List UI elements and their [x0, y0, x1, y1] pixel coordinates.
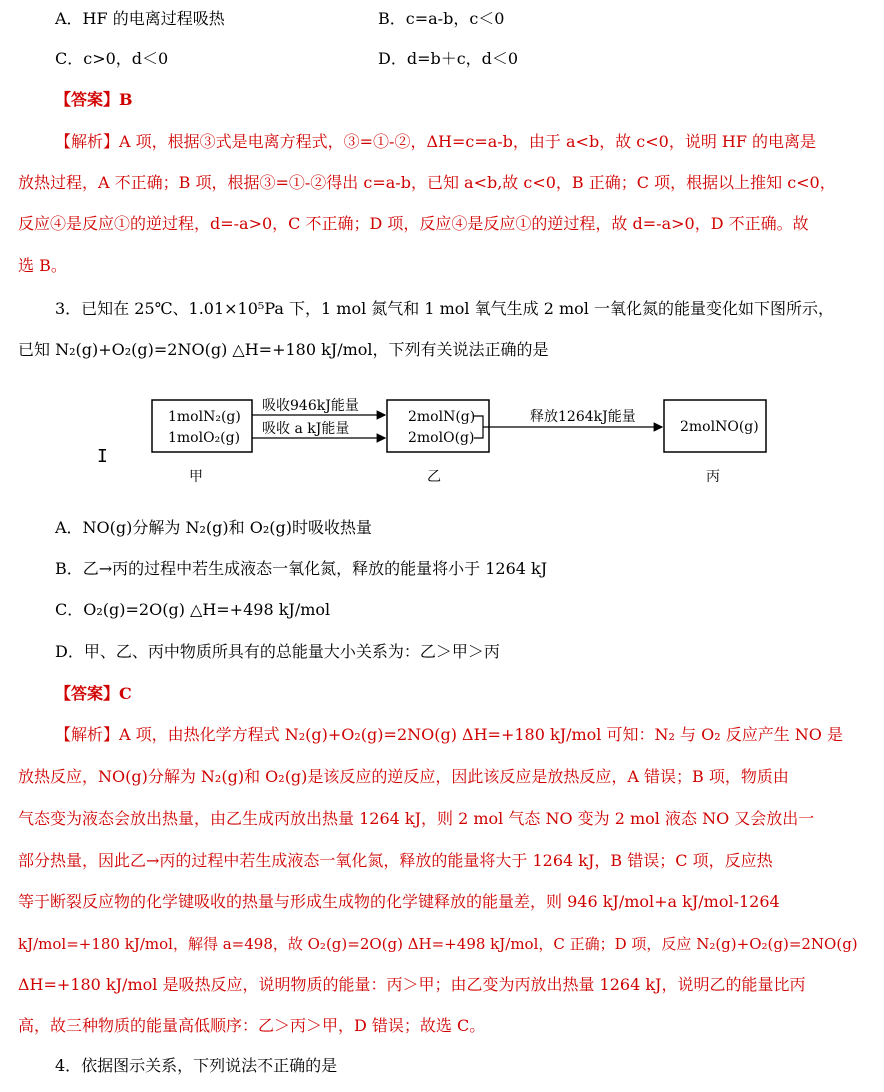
q2-option-c: C．c>0，d＜0 [55, 49, 169, 68]
box-bing-text: 2molNO(g) [680, 419, 759, 435]
arrow-release-1264-label: 释放1264kJ能量 [530, 409, 636, 425]
q2-analysis-line-3: 反应④是反应①的逆过程，d=-a>0，C 不正确；D 项，反应④是反应①的逆过程，故 d=-a>0，D 不正确。故 [18, 214, 809, 233]
q3-stem-line-1: 3．已知在 25℃、1.01×10⁵Pa 下，1 mol 氮气和 1 mol 氧气生成 2 mol 一氧化氮的能量变化如下图所示， [55, 299, 834, 318]
q2-analysis-line-1: 【解析】A 项，根据③式是电离方程式，③=①-②，ΔH=c=a-b，由于 a<b，故 c<0，说明 HF 的电离是 [55, 132, 817, 151]
q3-analysis-line-6: kJ/mol=+180 kJ/mol，解得 a=498，故 O₂(g)=2O(g) ΔH=+498 kJ/mol，C 正确；D 项，反应 N₂(g)+O₂(g)=2NO(g) [18, 935, 858, 953]
q2-option-b: B．c=a-b，c＜0 [378, 9, 505, 28]
q2-option-a: A．HF 的电离过程吸热 [55, 9, 225, 28]
q3-option-a: A．NO(g)分解为 N₂(g)和 O₂(g)时吸收热量 [55, 518, 372, 537]
q2-option-d: D．d=b＋c，d＜0 [378, 49, 519, 68]
q4-stem: 4．依据图示关系，下列说法不正确的是 [55, 1056, 338, 1075]
q3-option-d: D．甲、乙、丙中物质所具有的总能量大小关系为：乙＞甲＞丙 [55, 642, 500, 661]
q3-analysis-line-2: 放热反应，NO(g)分解为 N₂(g)和 O₂(g)是该反应的逆反应，因此该反应是放热反应，A 错误；B 项，物质由 [18, 767, 789, 786]
q2-analysis-line-2: 放热过程，A 不正确；B 项，根据③=①-②得出 c=a-b，已知 a<b,故 c<0，B 正确；C 项，根据以上推知 c<0， [18, 173, 836, 192]
q3-answer: 【答案】C [55, 684, 132, 703]
energy-diagram [140, 390, 780, 490]
q3-option-b: B．乙→丙的过程中若生成液态一氧化氮，释放的能量将小于 1264 kJ [55, 559, 548, 578]
label-yi: 乙 [427, 469, 441, 485]
q3-analysis-line-5: 等于断裂反应物的化学键吸收的热量与形成生成物的化学键释放的能量差，则 946 kJ/mol+a kJ/mol-1264 [18, 892, 780, 911]
q3-analysis-line-8: 高，故三种物质的能量高低顺序：乙＞丙＞甲，D 错误；故选 C。 [18, 1016, 486, 1035]
q3-option-c: C．O₂(g)=2O(g) △H=+498 kJ/mol [55, 600, 331, 619]
box-yi-line-1: 2molN(g) [408, 409, 476, 425]
label-jia: 甲 [189, 469, 203, 485]
q3-analysis-line-3: 气态变为液态会放出热量，由乙生成丙放出热量 1264 kJ，则 2 mol 气态 NO 变为 2 mol 液态 NO 又会放出一 [18, 809, 815, 828]
q3-analysis-line-4: 部分热量，因此乙→丙的过程中若生成液态一氧化氮，释放的能量将大于 1264 kJ，B 错误；C 项，反应热 [18, 851, 773, 870]
box-jia-line-1: 1molN₂(g) [168, 409, 241, 425]
box-yi-line-2: 2molO(g) [408, 430, 475, 446]
arrow-absorb-946-label: 吸收946kJ能量 [262, 398, 359, 414]
q2-analysis-line-4: 选 B。 [18, 256, 67, 275]
q3-analysis-line-7: ΔH=+180 kJ/mol 是吸热反应，说明物质的能量：丙＞甲；由乙变为丙放出热量 1264 kJ，说明乙的能量比丙 [18, 975, 806, 994]
q3-analysis-line-1: 【解析】A 项，由热化学方程式 N₂(g)+O₂(g)=2NO(g) ΔH=+180 kJ/mol 可知：N₂ 与 O₂ 反应产生 NO 是 [55, 725, 843, 744]
q2-answer: 【答案】B [55, 90, 133, 109]
label-bing: 丙 [706, 469, 720, 485]
q3-stem-line-2: 已知 N₂(g)+O₂(g)=2NO(g) △H=+180 kJ/mol，下列有关说法正确的是 [18, 340, 549, 359]
bracket-connector [474, 416, 483, 438]
arrow-absorb-a-label: 吸收 a kJ能量 [262, 421, 350, 437]
text-cursor-icon: I [97, 446, 108, 467]
box-jia-line-2: 1molO₂(g) [168, 430, 241, 446]
